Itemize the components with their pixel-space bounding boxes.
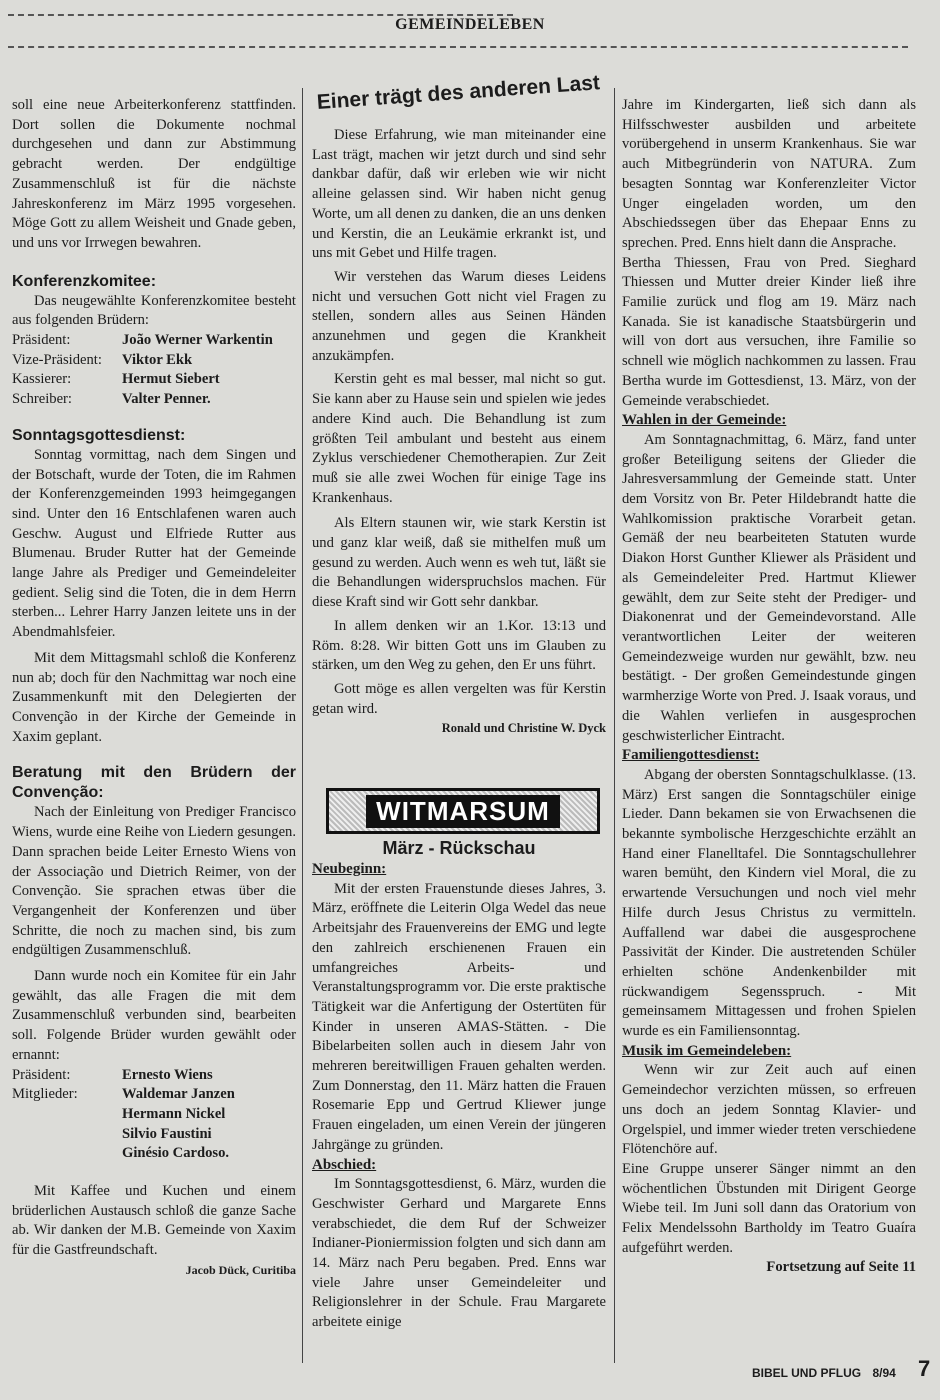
roster-name: Viktor Ekk [122, 351, 193, 368]
roster-name: Ernesto Wiens [122, 1066, 213, 1083]
roster-name: Silvio Faustini [122, 1125, 212, 1142]
footer-issue: 8/94 [872, 1366, 896, 1380]
roster-role [12, 1125, 122, 1145]
last-paragraph-5: In allem denken wir an 1.Kor. 13:13 und Röm. 8:28. Wir bitten Gott uns im Glauben zu stärken, um den Weg zu gehen, den Er uns führt. [312, 617, 606, 674]
heading-familiengottesdienst: Familiengottesdienst: [622, 747, 760, 764]
column-divider-2 [614, 88, 615, 1363]
page-number: 7 [918, 1356, 931, 1381]
heading-konferenzkomitee: Konferenzkomitee: [12, 272, 157, 290]
banner-text: WITMARSUM [366, 795, 560, 828]
roster-role: Vize-Präsident: [12, 351, 102, 368]
fortsetzung-note: Fortsetzung auf Seite 11 [766, 1259, 916, 1276]
abschied-paragraph: Im Sonntagsgottesdienst, 6. März, wurden die Geschwister Gerhard und Margarete Enns verabschiedet, die dem Ruf der Schweizer Indianer-Pioniermission folgten und sich dann am 14. März nach Peru begaben. Pred. Enns war viele Jahre unser Gemeindeleiter und Religionslehrer in der Schule. Frau Margarete arbeitete einige [312, 1176, 606, 1331]
kaffee-paragraph: Mit Kaffee und Kuchen und einem brüderlichen Austausch schloß die ganze Sache ab. Wir danken der M.B. Gemeinde von Xaxim für die Gastfreundschaft. [12, 1183, 296, 1259]
heading-beratung: Beratung mit den Brüdern der Convenção: [12, 764, 296, 802]
beratung-paragraph-2: Dann wurde noch ein Komitee für ein Jahr gewählt, das alle Fragen die mit dem Zusammenschluß verbunden sind, bearbeiten soll. Folgende Brüder wurden gewählt oder ernannt: [12, 968, 296, 1063]
neubeginn-paragraph: Mit der ersten Frauenstunde dieses Jahres, 3. März, eröffnete die Leiterin Olga Wedel das neue Arbeitsjahr des Frauenvereins der EMG und legte den zahlreich erschienenen Frauen ein umfangreiches Arbeits- und Veranstaltungsprogramm vor. Die erste praktische Tätigkeit war die Anfertigung der Ostertüten für Kinder in unseren AMAS-Stätten. - Die Bibelarbeiten sollen auch in diesem Jahr von mehreren bereitwilligen Frauen gehalten werden. Zum Donnerstag, den 11. März hatten die Frauen Rosemarie Epp und Gertrud Kliewer junge Frauen eingeladen, um einen Verein der jüngeren Jahrgänge zu gründen. [312, 880, 606, 1153]
section-header: GEMEINDELEBEN [395, 16, 545, 33]
roster-role: Mitglieder: [12, 1086, 78, 1103]
footer-publication [752, 1366, 896, 1380]
heading-sonntagsgottesdienst: Sonntagsgottesdienst: [12, 426, 186, 444]
last-paragraph-2: Wir verstehen das Warum dieses Leidens nicht und versuchen Gott nicht viel Fragen zu stellen, sondern alles aus Seinen Händen anzunehmen und gegen die Krankheit anzukämpfen. [312, 268, 606, 364]
column-divider-1 [302, 88, 303, 1363]
roster-role: Kassierer: [12, 371, 72, 388]
beratung-paragraph-1: Nach der Einleitung von Prediger Francisco Wiens, wurde eine Reihe von Liedern gesungen. Dann sprachen beide Leiter Ernesto Wiens von der Associação und Dietrich Reimer, von der Convenção. Sie sprachen etwas über die Vergangenheit der Konferenzen und über Schritte, die noch zu machen sind, bis zum endgültigen Zusammenschluß. [12, 804, 296, 959]
roster-role [12, 1144, 122, 1164]
header-rule-bottom [8, 46, 908, 48]
heading-musik: Musik im Gemeindeleben: [622, 1042, 792, 1059]
roster-name: Valter Penner. [122, 391, 211, 408]
heading-abschied: Abschied: [312, 1156, 377, 1173]
column-1 [12, 96, 296, 1281]
wahlen-paragraph: Am Sonntagnachmittag, 6. März, fand unter großer Beteiligung seitens der Glieder die Jahresversammlung der Gemeinde statt. Unter dem Vorsitz von Br. Peter Hildebrandt hatte die Wahlkomission praktische Vorarbeit getan. Gemäß der neu bearbeiteten Statuten wurde Diakon Horst Gunther Kliewer als Präsident und als Gemeindeleiter Pred. Hartmut Kliewer gewählt, dem zur Seite steht der Prediger- und Diakonenrat und der Gemeindevorstand. Alle verantwortlichen Leiter der weiteren Gemeindezweige wurden nur gewählt, bzw. neu bestätigt. - Der großen Gemeindestunde gingen warmherzige Worte von Pred. J. Isaak voraus, und die Wahlen verliefen in ausgesprochen geschwisterlicher Eintracht. [622, 431, 916, 744]
familiengottesdienst-paragraph: Abgang der obersten Sonntagschulklasse. (13. März) Erst sangen die Sonntagschüler einige Lieder. Dann bekamen sie von Erwachsenen die bekannte symbolische Herzgeschichte erzählt an Hand einer Flanelltafel. Die Sonntagschullehrer waren bemüht, den Kindern viel Moral, die zu erwartende Versuchungen und noch viel mehr Hilfe durch Jesus Christus zu vermitteln. Auffallend war dabei die ausgesprochene Passivität der Kinder. Die austretenden Schüler erhielten schöne Andenkenbilder mit rückwandigem Segensspruch. - Mit gemeinsamem Mittagessen und frohen Spielen wurde es ein Familiensonntag. [622, 766, 916, 1040]
thiessen-paragraph: Bertha Thiessen, Frau von Pred. Sieghard Thiessen und Mutter dreier Kinder ließ ihre Familie zurück und flog am 19. März nach Kanada. Sie ist kanadische Staatsbürgerin und will von dort aus versuchen, ihre Familie so schnell wie möglich nachkommen zu lassen. Frau Bertha wurde im Gottesdienst, 13. März, von der Gemeinde verabschiedet. [622, 254, 916, 409]
komitee-roster [12, 331, 296, 410]
last-paragraph-6: Gott möge es allen vergelten was für Kerstin getan wird. [312, 680, 606, 717]
roster-name: Hermut Siebert [122, 371, 220, 388]
roster-name: João Werner Warkentin [122, 332, 273, 349]
musik-paragraph-2: Eine Gruppe unserer Sänger nimmt an den wöchentlichen Übstunden mit Dirigent George Wiebe teil. Im Juni soll dann das Oratorium von Felix Mendelssohn Bartholdy im Teatro Guaíra aufgeführt werden. [622, 1160, 916, 1256]
gottesdienst-paragraph-1: Sonntag vormittag, nach dem Singen und der Botschaft, wurde der Toten, die im Rahmen der Konferenzgemeinden 1993 heimgegangen sind. Unter den 16 Entschlafenen waren auch Geschw. August und Elfriede Rutter aus Blumenau. Bruder Rutter hat der Gemeinde lange Jahre als Prediger und Gemeindeleiter gedient. Selig sind die Toten, die in dem Herrn sterben... Lehrer Harry Janzen leitete uns in der Abendmahlsfeier. [12, 446, 296, 641]
roster-role: Präsident: [12, 332, 71, 349]
footer-publication-name: BIBEL UND PFLUG [752, 1366, 862, 1380]
last-paragraph-1: Diese Erfahrung, wie man miteinander eine Last trägt, machen wir jetzt durch und sind sehr dankbar dafür, daß wir erleben wie wir nicht alleine gelassen sind. Wir haben nicht genug Worte, um all denen zu danken, die an uns denken und Kerstin, die an Leukämie erkrankt ist, und uns mit Gebet und Hilfe tragen. [312, 127, 606, 262]
signature-dueck: Jacob Dück, Curitiba [185, 1262, 296, 1277]
musik-paragraph-1: Wenn wir zur Zeit auch auf einen Gemeindechor verzichten müssen, so erfreuen uns doch an jedem Sonntag Klavier- und Orgelspiel, und immer wieder treten verschiedene Flötenchöre auf. [622, 1062, 916, 1158]
column-2 [312, 71, 606, 739]
roster-role: Schreiber: [12, 391, 72, 408]
roster-role [12, 1105, 122, 1125]
roster-name: Hermann Nickel [122, 1105, 226, 1122]
last-paragraph-4: Als Eltern staunen wir, wie stark Kerstin ist und ganz klar weiß, daß sie mithelfen muß um gesund zu werden. Auch wenn es weh tut, läßt sie die Behandlungen widerspruchslos machen. Für diese Kraft sind wir Gott sehr dankbar. [312, 515, 606, 611]
column-2-lower [312, 836, 606, 1333]
gottesdienst-paragraph-2: Mit dem Mittagsmahl schloß die Konferenz nun ab; doch für den Nachmittag war noch eine Zusammenkunft mit den Delegierten der Convenção in der Kirche der Gemeinde in Xaxim geplant. [12, 649, 296, 745]
roster-name: Waldemar Janzen [122, 1086, 235, 1103]
column-3 [622, 96, 916, 1278]
last-paragraph-3: Kerstin geht es mal besser, mal nicht so gut. Sie kann aber zu Hause sein und spielen wie jedes andere Kind auch. Die Behandlung ist zum größten Teil ambulant und besteht aus einem Zyklus verschiedener Chemotherapien. Zur Zeit muß sie alle zwei Wochen für einige Tage ins Krankenhaus. [312, 371, 606, 506]
rueckschau-subtitle: März - Rückschau [382, 838, 536, 858]
heading-wahlen: Wahlen in der Gemeinde: [622, 412, 787, 429]
heading-neubeginn: Neubeginn: [312, 861, 387, 877]
signature-dyck: Ronald und Christine W. Dyck [441, 721, 606, 736]
article-title-last: Einer trägt des anderen Last [316, 71, 601, 114]
komitee-intro: Das neugewählte Konferenzkomitee besteht aus folgenden Brüdern: [12, 292, 296, 329]
witmarsum-banner [326, 788, 600, 834]
roster-name: Ginésio Cardoso. [122, 1145, 230, 1162]
komitee2-roster [12, 1066, 296, 1165]
abschied-continued: Jahre im Kindergarten, ließ sich dann als Hilfsschwester ausbilden und arbeitete vorübergehend in unserm Krankenhaus. Sie war auch Mitbegründerin von NATURA. Zum besagten Sonntag war Konferenzleiter Victor Unger eingeladen worden, um den Abschiedssegen über das Ehepaar Enns zu sprechen. Pred. Enns hielt dann die Ansprache. [622, 97, 916, 251]
roster-role: Präsident: [12, 1066, 71, 1083]
intro-paragraph: soll eine neue Arbeiterkonferenz stattfinden. Dort sollen die Dokumente nochmal durchgesehen und dann zur Abstimmung gebracht werden. Der endgültige Zusammenschluß ist für die nächste Jahreskonferenz im März 1995 vorgesehen. Möge Gott zu allem Weisheit und Gnade geben, und uns vor Irrwegen bewahren. [12, 97, 296, 251]
